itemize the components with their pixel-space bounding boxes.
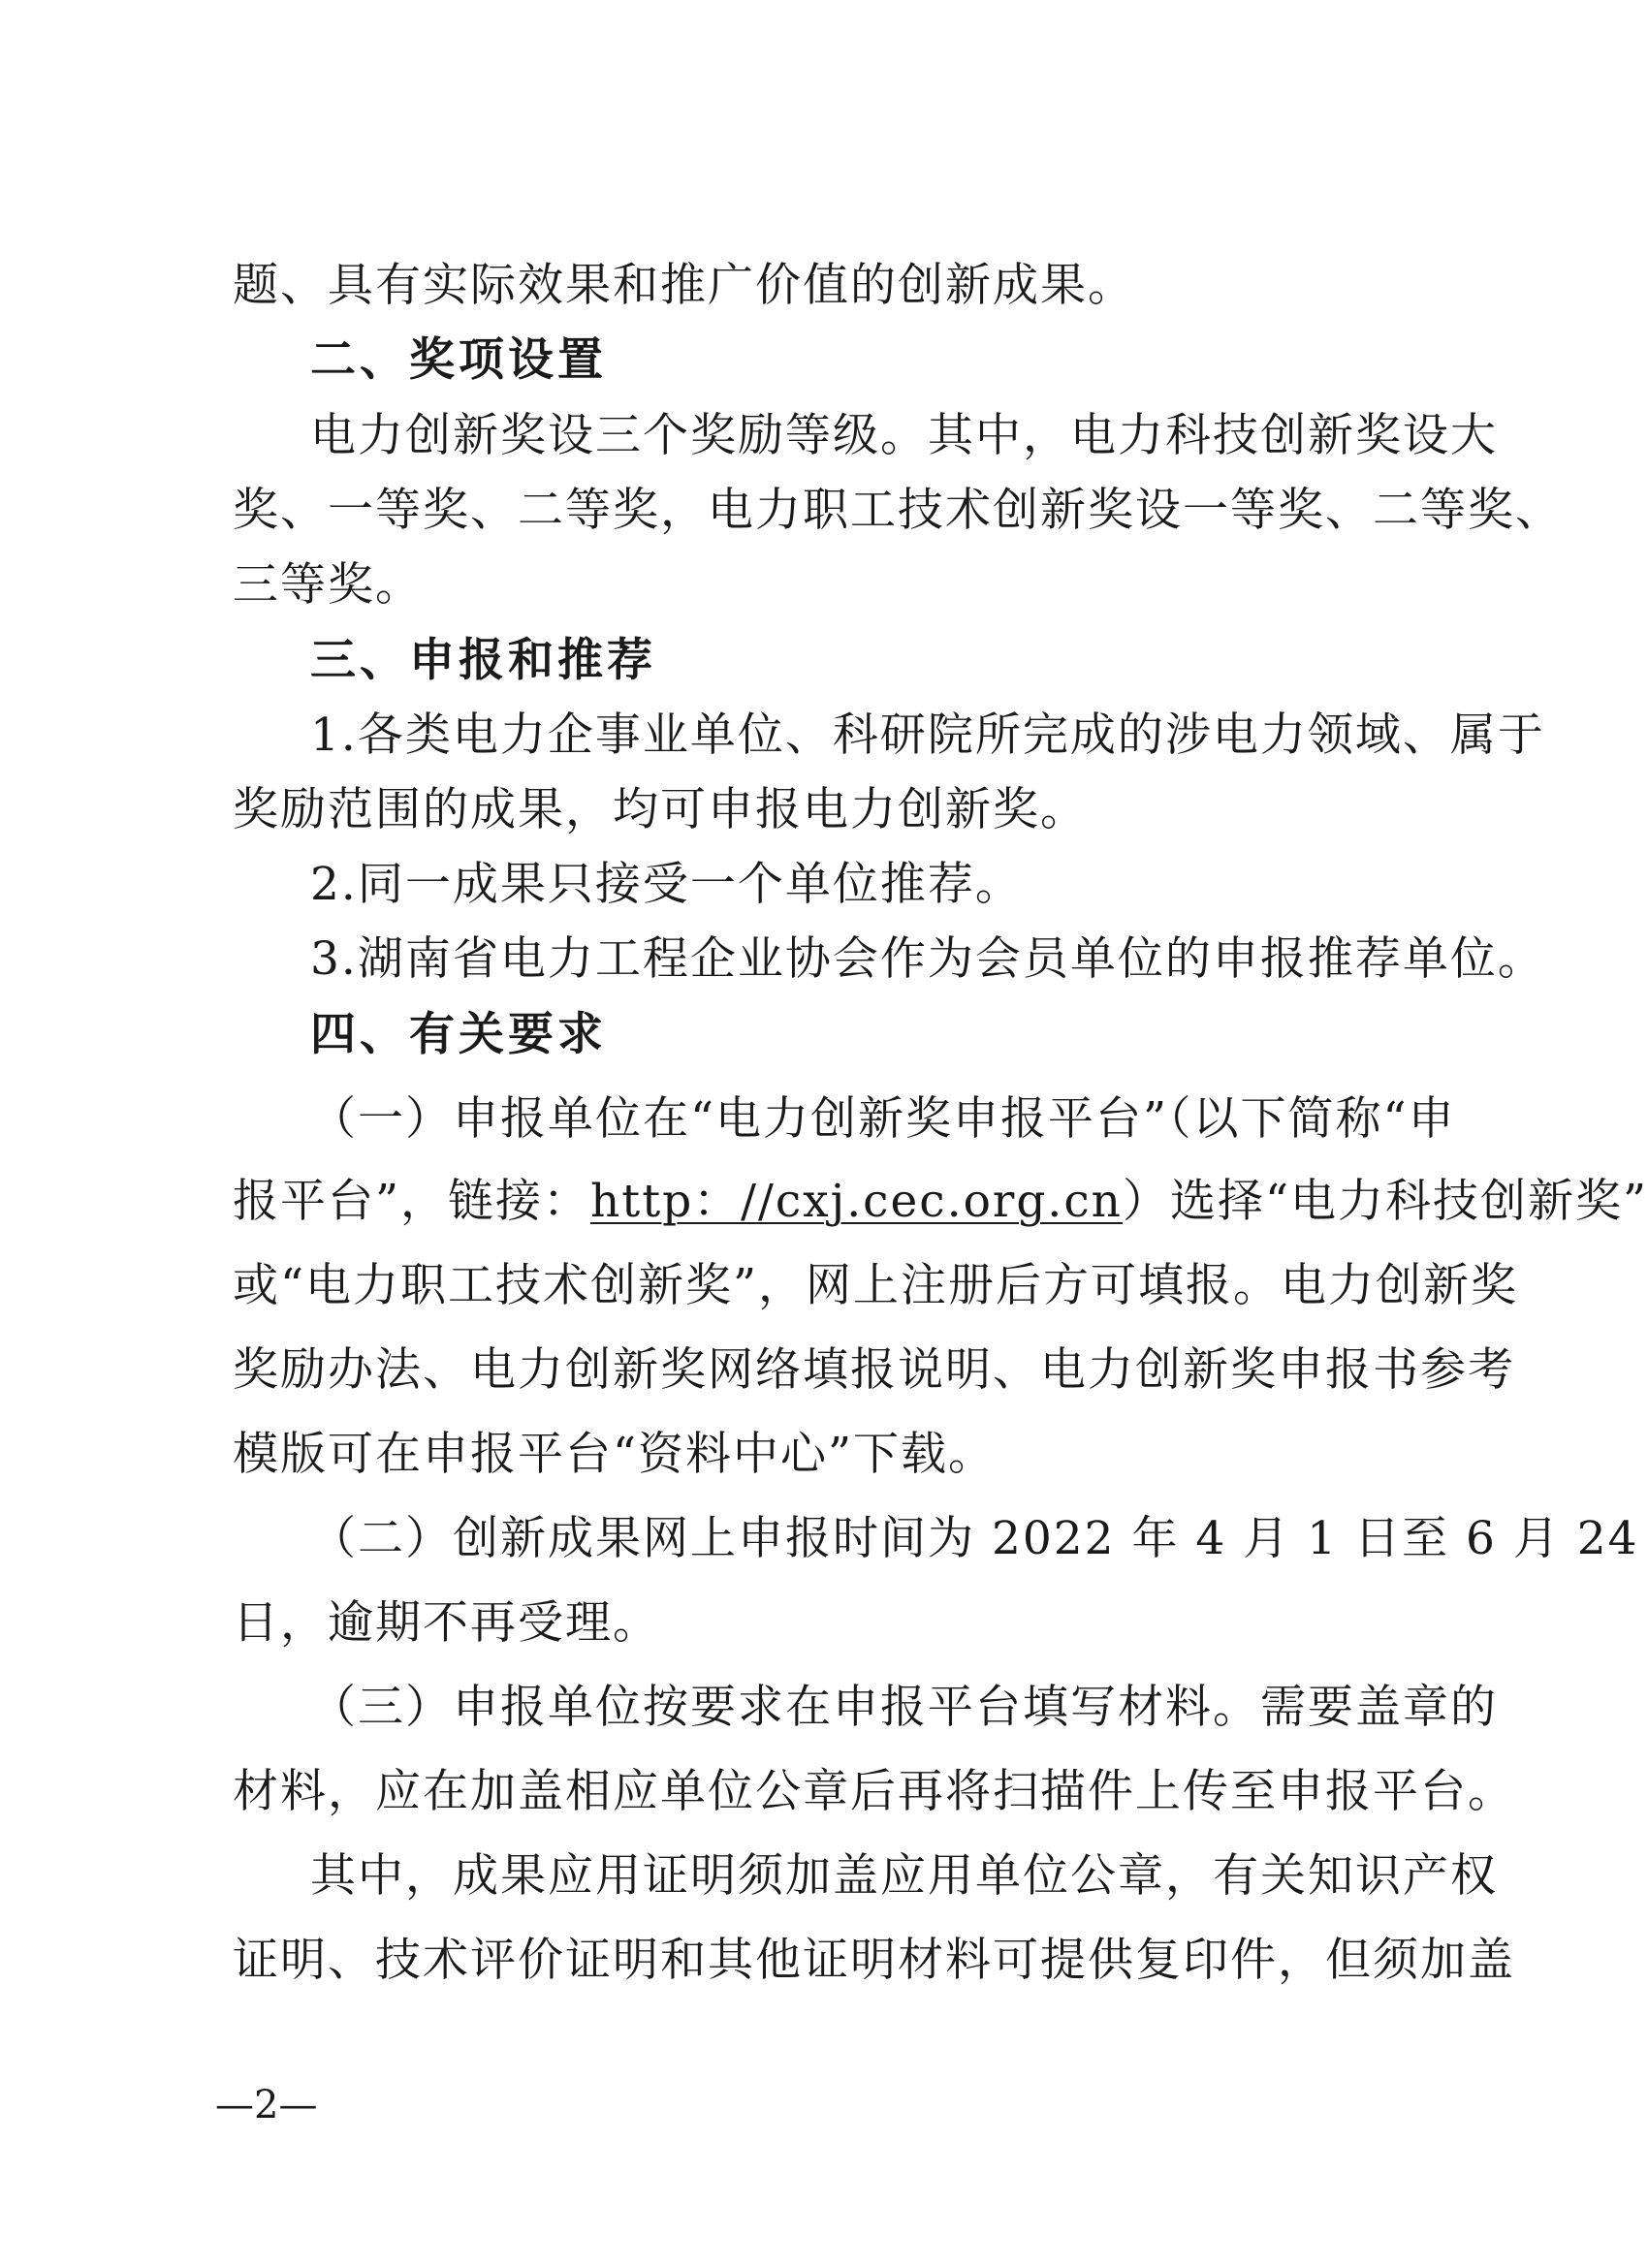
- paragraph-line-14: 或“电力职工技术创新奖”，网上注册后方可填报。电力创新奖: [233, 1259, 1519, 1312]
- paragraph-line-3: 电力创新奖设三个奖励等级。其中，电力科技创新奖设大: [310, 409, 1498, 462]
- paragraph-line-17: （二）创新成果网上申报时间为 2022 年 4 月 1 日至 6 月 24: [310, 1512, 1639, 1565]
- link-suffix-text: ）选择“电力科技创新奖”: [1122, 1175, 1648, 1228]
- paragraph-line-7: 1.各类电力企事业单位、科研院所完成的涉电力领域、属于: [310, 709, 1545, 762]
- paragraph-line-20: 材料，应在加盖相应单位公章后再将扫描件上传至申报平台。: [233, 1765, 1515, 1818]
- paragraph-line-21: 其中，成果应用证明须加盖应用单位公章，有关知识产权: [310, 1849, 1498, 1903]
- paragraph-line-18: 日，逾期不再受理。: [233, 1596, 660, 1650]
- page-number: —2—: [215, 2083, 318, 2127]
- paragraph-line-15: 奖励办法、电力创新奖网络填报说明、电力创新奖申报书参考: [233, 1343, 1515, 1397]
- paragraph-line-19: （三）申报单位按要求在申报平台填写材料。需要盖章的: [310, 1681, 1498, 1734]
- paragraph-line-12: （一）申报单位在“电力创新奖申报平台”（以下简称“申: [310, 1092, 1456, 1146]
- paragraph-line-4: 奖、一等奖、二等奖，电力职工技术创新奖设一等奖、二等奖、: [233, 484, 1563, 537]
- section-heading-awards: 二、奖项设置: [310, 333, 607, 387]
- link-prefix-text: 报平台”，链接：: [233, 1175, 591, 1228]
- paragraph-line-8: 奖励范围的成果，均可申报电力创新奖。: [233, 783, 1088, 836]
- paragraph-line-10: 3.湖南省电力工程企业协会作为会员单位的申报推荐单位。: [310, 932, 1545, 986]
- section-heading-requirements: 四、有关要求: [310, 1008, 607, 1061]
- paragraph-line-5: 三等奖。: [233, 558, 423, 612]
- paragraph-line-22: 证明、技术评价证明和其他证明材料可提供复印件，但须加盖: [233, 1934, 1515, 1987]
- paragraph-line-16: 模版可在申报平台“资料中心”下载。: [233, 1428, 997, 1481]
- paragraph-line-9: 2.同一成果只接受一个单位推荐。: [310, 858, 1023, 911]
- paragraph-line-13: [233, 1173, 1648, 1231]
- platform-link[interactable]: http：//cxj.cec.org.cn: [590, 1175, 1123, 1228]
- paragraph-line-1: 题、具有实际效果和推广价值的创新成果。: [233, 259, 1135, 312]
- section-heading-application: 三、申报和推荐: [310, 634, 656, 687]
